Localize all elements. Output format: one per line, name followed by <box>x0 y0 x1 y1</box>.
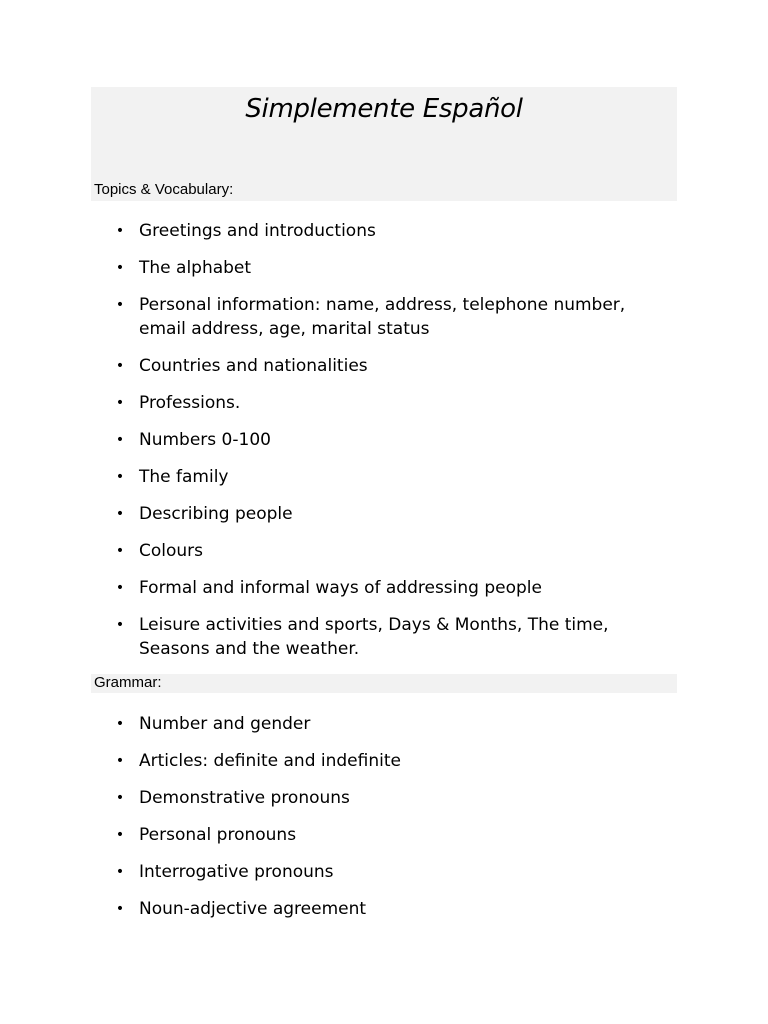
list-item-text: Personal information: name, address, telephone number, email address, age, marital status <box>139 295 626 339</box>
list-item-text: Colours <box>139 541 204 561</box>
topics-list <box>0 219 768 674</box>
list-item-text: Personal pronouns <box>139 825 297 845</box>
bullet-icon: • <box>115 223 125 239</box>
list-item-text: Professions. <box>139 393 241 413</box>
title-block <box>91 87 677 201</box>
list-item-text: Numbers 0-100 <box>139 430 271 450</box>
list-item <box>0 219 768 243</box>
list-item-text: Greetings and introductions <box>139 221 376 241</box>
section-heading-topics: Topics & Vocabulary: <box>94 181 234 198</box>
list-item <box>0 539 768 563</box>
grammar-list <box>0 712 768 934</box>
list-item <box>0 256 768 280</box>
bullet-icon: • <box>115 469 125 485</box>
list-item <box>0 897 768 921</box>
list-item <box>0 860 768 884</box>
bullet-icon: • <box>115 827 125 843</box>
list-item <box>0 293 768 341</box>
list-item <box>0 354 768 378</box>
bullet-icon: • <box>115 753 125 769</box>
list-item-text: Articles: definite and indefinite <box>139 751 401 771</box>
list-item <box>0 786 768 810</box>
list-item <box>0 428 768 452</box>
bullet-icon: • <box>115 790 125 806</box>
grammar-heading-bar <box>91 674 677 693</box>
bullet-icon: • <box>115 432 125 448</box>
list-item <box>0 576 768 600</box>
bullet-icon: • <box>115 543 125 559</box>
bullet-icon: • <box>115 864 125 880</box>
list-item <box>0 823 768 847</box>
list-item-text: The family <box>139 467 229 487</box>
bullet-icon: • <box>115 506 125 522</box>
bullet-icon: • <box>115 617 125 633</box>
list-item <box>0 391 768 415</box>
list-item-text: Noun-adjective agreement <box>139 899 367 919</box>
bullet-icon: • <box>115 358 125 374</box>
list-item-text: The alphabet <box>139 258 252 278</box>
list-item <box>0 502 768 526</box>
list-item <box>0 749 768 773</box>
document-title: Simplemente Español <box>245 94 523 124</box>
bullet-icon: • <box>115 716 125 732</box>
list-item-text: Demonstrative pronouns <box>139 788 350 808</box>
list-item <box>0 712 768 736</box>
list-item-text: Formal and informal ways of addressing people <box>139 578 542 598</box>
list-item-text: Describing people <box>139 504 293 524</box>
list-item <box>0 465 768 489</box>
section-heading-grammar: Grammar: <box>94 674 162 691</box>
list-item-text: Countries and nationalities <box>139 356 368 376</box>
list-item <box>0 613 768 661</box>
list-item-text: Interrogative pronouns <box>139 862 334 882</box>
bullet-icon: • <box>115 297 125 313</box>
list-item-text: Number and gender <box>139 714 311 734</box>
bullet-icon: • <box>115 395 125 411</box>
bullet-icon: • <box>115 901 125 917</box>
list-item-text: Leisure activities and sports, Days & Months, The time, Seasons and the weather. <box>139 615 609 659</box>
bullet-icon: • <box>115 580 125 596</box>
bullet-icon: • <box>115 260 125 276</box>
